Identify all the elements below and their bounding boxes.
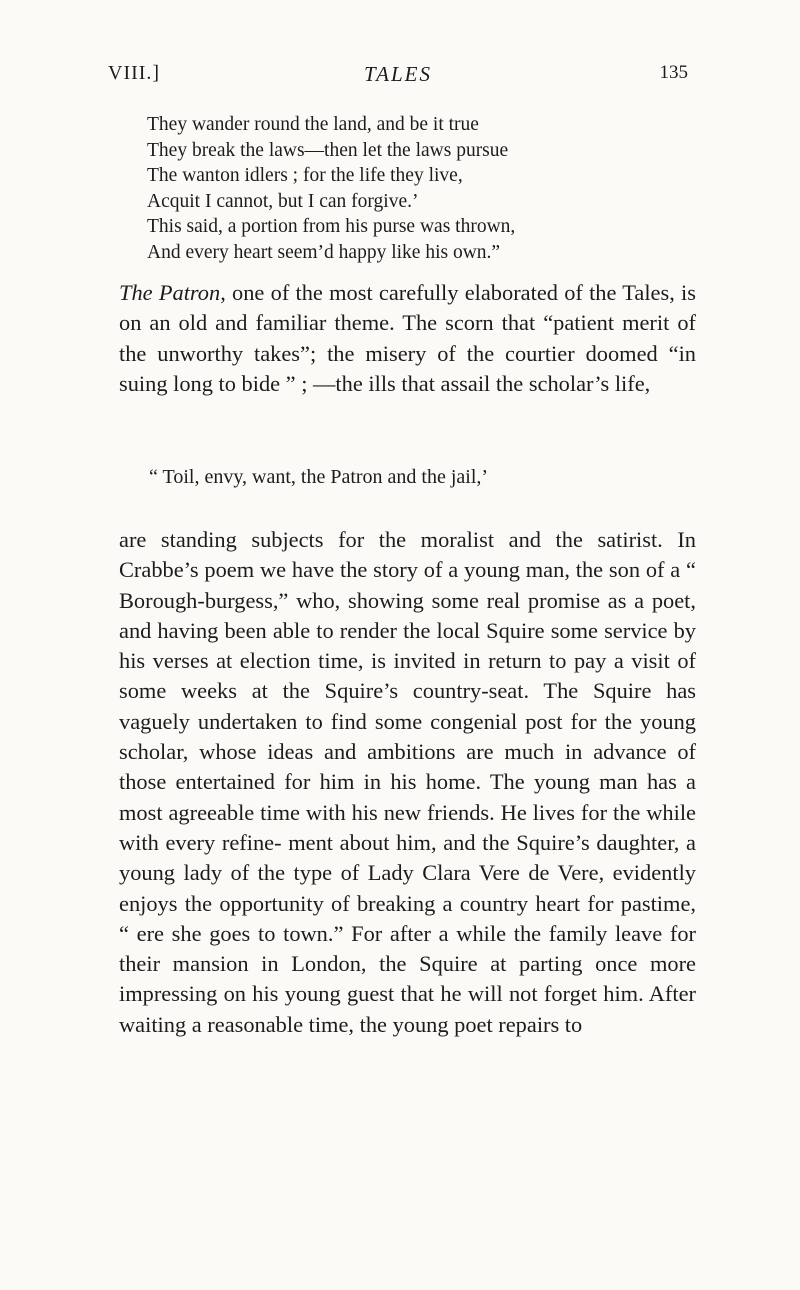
paragraph-text: , one of the most carefully elaborated of the Tales, is on an old and familiar theme. The scorn that “patient merit of the unworthy takes”; the misery of the courtier doomed “in suing long to bide ” ; —the ills that assail the scholar’s life,: [119, 280, 696, 396]
poem-title: The Patron: [119, 280, 221, 305]
page-number: 135: [659, 62, 688, 83]
chapter-marker: VIII.]: [108, 62, 161, 84]
verse-line: And every heart seem’d happy like his own.”: [147, 241, 501, 263]
verse-line: The wanton idlers ; for the life they live,: [147, 165, 463, 187]
verse-block: [147, 112, 707, 266]
paragraph-patron: [119, 278, 696, 399]
paragraph-text: are standing subjects for the moralist and the satirist. In Crabbe’s poem we have the story of a young man, the son of a “ Borough-burgess,” who, showing some real promise as a poet, and having been able to render the local Squire some service by his verses at election time, is invited in return to pay a visit of some weeks at the Squire’s country-seat. The Squire has vaguely undertaken to find some congenial post for the young scholar, whose ideas and ambitions are much in advance of those entertained for him in his home. The young man has a most agreeable time with his new friends. He lives for the while with every refine- ment about him, and the Squire’s daughter, a young lady of the type of Lady Clara Vere de Vere, evidently enjoys the opportunity of breaking a country heart for pastime, “ ere she goes to town.” For after a while the family leave for their mansion in London, the Squire at parting once more impressing on his young guest that he will not forget him. After waiting a reasonable time, the young poet repairs to: [119, 527, 696, 1037]
paragraph-story: [119, 525, 696, 1040]
verse-line: Acquit I cannot, but I can forgive.’: [147, 190, 419, 212]
quoted-line: “ Toil, envy, want, the Patron and the jail,’: [149, 466, 489, 488]
verse-line: This said, a portion from his purse was thrown,: [147, 216, 516, 238]
verse-line: They break the laws—then let the laws pursue: [147, 139, 509, 161]
running-head: [108, 62, 688, 92]
running-title: TALES: [364, 62, 432, 86]
verse-line: They wander round the land, and be it true: [147, 114, 479, 135]
